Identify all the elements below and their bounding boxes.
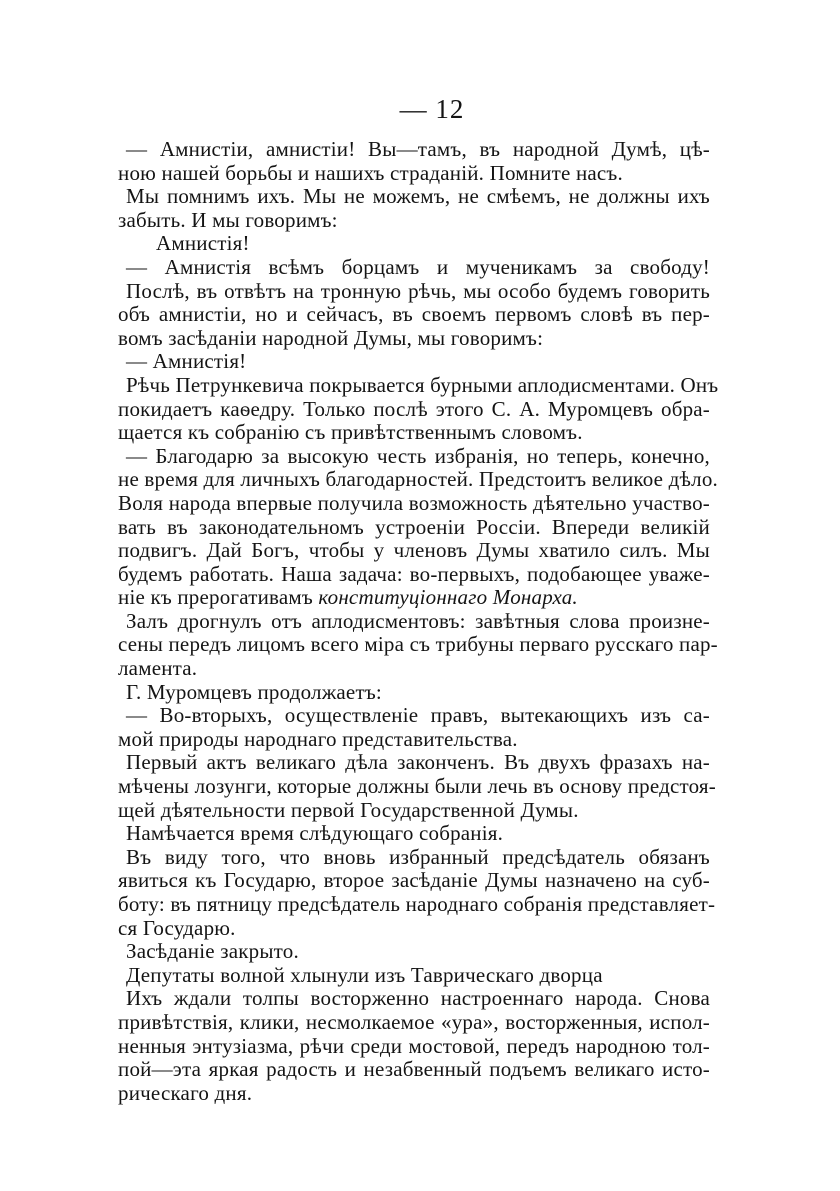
text-line-content: мой природы народнаго представительства. xyxy=(118,726,518,751)
text-line xyxy=(118,421,710,445)
text-line-content: Въ виду того, что вновь избранный предсѣдатель обязанъ xyxy=(126,844,710,869)
italic-phrase: конституцiоннаго Монарха. xyxy=(318,585,578,610)
text-line-content: щей дѣятельности первой Государственной Думы. xyxy=(118,797,579,822)
text-line-content: ненныя энтузiазма, рѣчи среди мостовой, передъ народною тол- xyxy=(118,1033,710,1058)
text-line-content: подвигъ. Дай Богъ, чтобы у членовъ Думы хватило силъ. Мы xyxy=(118,538,710,563)
text-line xyxy=(118,610,710,634)
text-line xyxy=(118,822,710,846)
text-line xyxy=(118,869,710,893)
text-line xyxy=(118,892,716,917)
text-line-content: — Во-вторыхъ, осуществленiе правъ, вытекающихъ изъ са- xyxy=(126,703,710,728)
text-line-content: вать въ законодательномъ устроенiи Россiи. Впереди великiй xyxy=(118,514,710,539)
text-line-content: Рѣчь Петрункевича покрывается бурными аплодисментами. Онъ xyxy=(126,372,719,397)
text-line-content: Мы помнимъ ихъ. Мы не можемъ, не смѣемъ, не должны ихъ xyxy=(126,184,710,209)
text-line xyxy=(118,138,710,162)
text-line xyxy=(118,563,710,587)
text-line xyxy=(118,1058,710,1082)
text-line xyxy=(118,964,710,988)
text-line xyxy=(118,445,710,469)
text-line-content: забыть. И мы говоримъ: xyxy=(118,207,338,232)
page-number: — 12 xyxy=(399,94,465,124)
text-line-content: Депутаты волной хлынули изъ Таврическаго дворца xyxy=(126,962,603,987)
text-line xyxy=(118,256,710,280)
text-line-content: Залъ дрогнулъ отъ аплодисментовъ: завѣтныя слова произне- xyxy=(126,608,710,633)
text-line xyxy=(118,303,710,327)
text-line xyxy=(118,280,710,304)
text-line-content: не время для личныхъ благодарностей. Предстоитъ великое дѣло. xyxy=(118,467,718,492)
text-line xyxy=(118,467,718,492)
text-line xyxy=(118,1035,710,1059)
text-line-content: Первый актъ великаго дѣла законченъ. Въ двухъ фразахъ на- xyxy=(126,750,710,775)
text-line xyxy=(118,1082,710,1106)
text-line xyxy=(118,774,716,799)
text-line-content: ся Государю. xyxy=(118,915,236,940)
text-line xyxy=(118,185,710,209)
text-line-content: явиться къ Государю, второе засѣданiе Думы назначено на суб- xyxy=(118,868,710,893)
text-line-content: Послѣ, въ отвѣтъ на тронную рѣчь, мы особо будемъ говорить xyxy=(126,278,710,303)
text-line-content: — Амнистiя! xyxy=(126,349,247,374)
text-line xyxy=(118,539,710,563)
text-line-content: мѣчены лозунги, которые должны были лечь въ основу предстоя- xyxy=(118,774,716,799)
text-line-content: боту: въ пятницу предсѣдатель народнаго собранiя представляет- xyxy=(118,892,716,916)
text-line xyxy=(118,372,719,398)
text-line xyxy=(118,704,710,728)
text-line-content: сены передъ лицомъ всего мiра съ трибуны перваго русскаго пар- xyxy=(118,632,718,657)
text-line xyxy=(118,1011,710,1035)
text-line-content: — Амнистiи, амнистiи! Вы—тамъ, въ народной Думѣ, цѣ- xyxy=(126,137,710,161)
text-line xyxy=(118,751,710,775)
text-line-content: Амнистiя! xyxy=(156,231,250,256)
text-line-content: — Амнистiя всѣмъ борцамъ и мученикамъ за свободу! xyxy=(126,254,710,279)
text-line xyxy=(118,987,710,1011)
text-line-content: Воля народа впервые получила возможность дѣятельно участво- xyxy=(118,490,710,515)
text-line-content: Г. Муромцевъ продолжаетъ: xyxy=(126,679,382,704)
text-line xyxy=(118,516,710,540)
document-page xyxy=(118,92,719,1105)
text-line-content: нiе къ прерогативамъ xyxy=(118,585,319,610)
text-line-content: объ амнистiи, но и сейчасъ, въ своемъ первомъ словѣ въ пер- xyxy=(118,302,710,327)
text-line xyxy=(118,162,710,186)
text-line xyxy=(118,681,710,705)
text-line-content: Засѣданiе закрыто. xyxy=(126,939,299,964)
text-line xyxy=(118,327,710,351)
text-line-content: рическаго дня. xyxy=(118,1080,253,1105)
text-line xyxy=(118,586,710,610)
text-line xyxy=(118,632,718,657)
text-line xyxy=(118,940,710,964)
text-line-content: ламента. xyxy=(118,656,198,681)
text-line-content: Намѣчается время слѣдующаго собранiя. xyxy=(126,821,504,846)
text-line-content: — Благодарю за высокую честь избранiя, но теперь, конечно, xyxy=(126,443,710,468)
text-line xyxy=(118,209,710,233)
text-line xyxy=(118,917,710,941)
text-line xyxy=(118,232,710,256)
body-text xyxy=(118,137,719,1105)
text-line xyxy=(118,657,710,681)
text-line-content: будемъ работать. Наша задача: во-первыхъ, подобающее уваже- xyxy=(118,561,710,586)
text-line-content: вомъ засѣданiи народной Думы, мы говоримъ: xyxy=(118,325,544,350)
text-line-content: щается къ собранiю съ привѣтственнымъ словомъ. xyxy=(118,420,583,445)
text-line-content: привѣтствiя, клики, несмолкаемое «ура», восторженныя, испол- xyxy=(118,1009,710,1034)
text-line xyxy=(118,350,710,374)
text-line-content: покидаетъ каѳедру. Только послѣ этого С. А. Муромцевъ обра- xyxy=(118,396,710,421)
text-line xyxy=(118,398,710,422)
text-line xyxy=(118,846,710,870)
text-line-content: Ихъ ждали толпы восторженно настроеннаго народа. Снова xyxy=(126,986,710,1011)
text-line xyxy=(118,492,710,516)
text-line xyxy=(118,799,710,823)
text-line-content: ною нашей борьбы и нашихъ страданiй. Помните насъ. xyxy=(118,160,623,185)
text-line-content: пой—эта яркая радость и незабвенный подъемъ великаго исто- xyxy=(118,1057,710,1082)
text-line xyxy=(118,728,710,752)
